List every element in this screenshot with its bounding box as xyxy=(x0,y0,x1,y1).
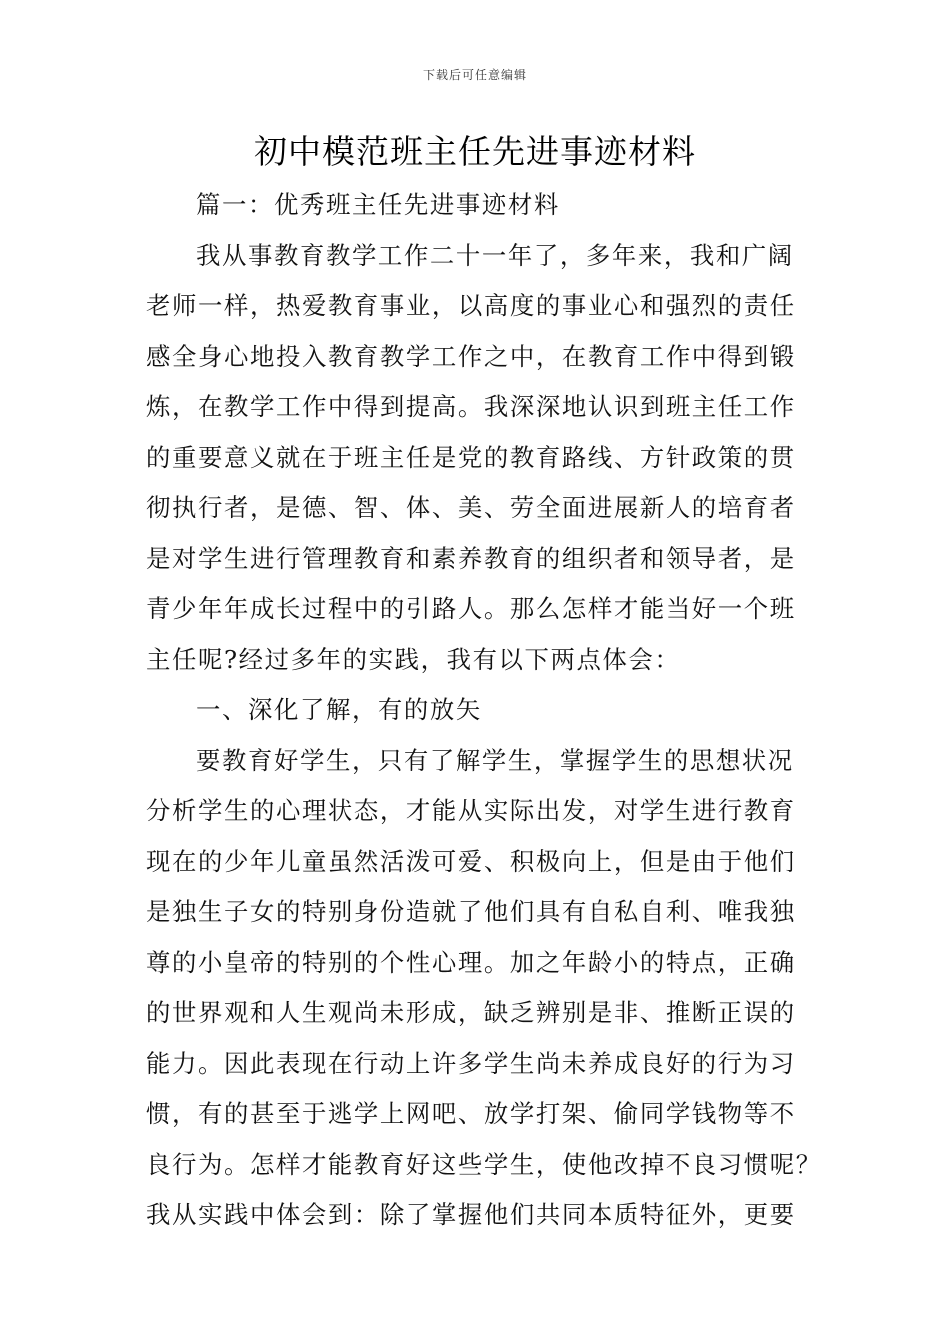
body-line: 的重要意义就在于班主任是党的教育路线、方针政策的贯 xyxy=(146,442,796,472)
body-line: 老师一样，热爱教育事业，以高度的事业心和强烈的责任 xyxy=(146,291,796,320)
body-line: 我从实践中体会到：除了掌握他们共同本质特征外，更要 xyxy=(146,1200,796,1229)
page-header-note: 下载后可任意编辑 xyxy=(422,68,527,82)
body-line: 感全身心地投入教育教学工作之中，在教育工作中得到锻 xyxy=(146,341,796,371)
body-line: 的世界观和人生观尚未形成，缺乏辨别是非、推断正误的 xyxy=(146,998,796,1027)
body-line: 尊的小皇帝的特别的个性心理。加之年龄小的特点，正确 xyxy=(146,947,796,977)
body-line: 现在的少年儿童虽然活泼可爱、积极向上，但是由于他们 xyxy=(146,846,796,876)
document-body xyxy=(146,180,822,1241)
body-line: 彻执行者，是德、智、体、美、劳全面进展新人的培育者 xyxy=(146,493,796,522)
body-line: 我从事教育教学工作二十一年了，多年来，我和广阔 xyxy=(196,240,794,270)
body-line: 是对学生进行管理教育和素养教育的组织者和领导者，是 xyxy=(146,543,796,573)
body-line: 青少年年成长过程中的引路人。那么怎样才能当好一个班 xyxy=(146,594,796,623)
body-line: 良行为。怎样才能教育好这些学生，使他改掉不良习惯呢？ xyxy=(146,1149,822,1179)
body-line: 分析学生的心理状态，才能从实际出发，对学生进行教育 xyxy=(146,796,796,825)
body-line: 篇一：优秀班主任先进事迹材料 xyxy=(196,190,560,219)
body-line: 能力。因此表现在行动上许多学生尚未养成良好的行为习 xyxy=(146,1048,796,1078)
document-title: 初中模范班主任先进事迹材料 xyxy=(254,132,696,171)
body-line: 主任呢?经过多年的实践，我有以下两点体会： xyxy=(146,644,681,674)
body-line: 是独生子女的特别身份造就了他们具有自私自利、唯我独 xyxy=(146,897,796,926)
body-line: 炼，在教学工作中得到提高。我深深地认识到班主任工作 xyxy=(146,392,796,421)
body-line: 要教育好学生，只有了解学生，掌握学生的思想状况 xyxy=(196,745,794,775)
body-line: 惯，有的甚至于逃学上网吧、放学打架、偷同学钱物等不 xyxy=(146,1099,796,1128)
body-line: 一、深化了解，有的放矢 xyxy=(196,695,482,724)
